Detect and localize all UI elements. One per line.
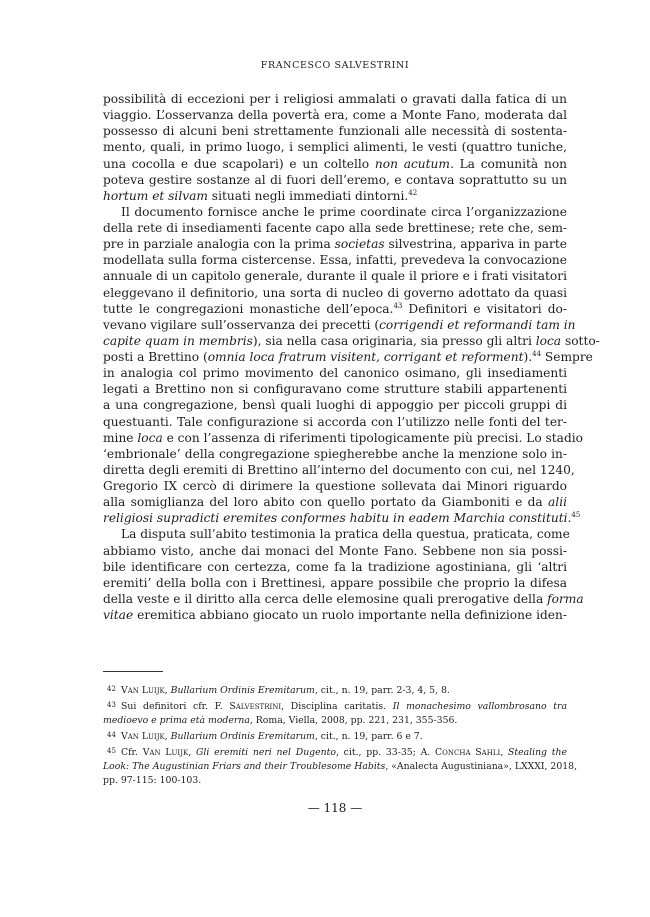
text-line: viaggio. L’osservanza della povertà era, come a Monte Fano, moderata dal bbox=[103, 108, 567, 123]
text-line: della rete di insediamenti facente capo alla sede brettinese; rete che, sem- bbox=[103, 221, 567, 235]
text-line: mento, quali, in primo luogo, i semplici alimenti, le vesti (quattro tuniche, bbox=[103, 140, 567, 155]
footnotes bbox=[103, 682, 578, 788]
footnote: 43 Sui definitori cfr. F. Salvestrini, Disciplina caritatis. Il monachesimo vallombrosano tra medioevo e prima età moderna, Roma, Viella, 2008, pp. 221, 231, 355-356. bbox=[103, 701, 567, 726]
body-text bbox=[103, 91, 600, 623]
footnote: 45 Cfr. Van Luijk, Gli eremiti neri nel Dugento, cit., pp. 33-35; A. Concha Sahli, Stealing the Look: The Augustinian Friars and their Troublesome Habits, «Analecta Augustiniana», LXXXI, 2018, pp. 97-115: 100-103. bbox=[103, 747, 578, 786]
page-number: — 118 — bbox=[307, 801, 363, 815]
text-line: La disputa sull’abito testimonia la pratica della questua, praticata, come bbox=[121, 527, 570, 542]
text-line: poteva gestire sostanze al di fuori dell’eremo, e contava soprattutto su un bbox=[103, 172, 567, 187]
text-line: modellata sulla forma cistercense. Essa, infatti, prevedeva la convocazione bbox=[103, 253, 567, 268]
text-line: eremiti’ della bolla con i Brettinesi, appare possibile che proprio la difesa bbox=[103, 575, 567, 590]
text-line: eleggevano il definitorio, una sorta di nucleo di governo adottato da quasi bbox=[103, 285, 567, 300]
text-line: alla somiglianza del loro abito con quello portato da Giamboniti e da alii bbox=[103, 495, 567, 510]
text-line: tutte le congregazioni monastiche dell’epoca.$^{43}$ Definitori e visitatori do- bbox=[103, 301, 567, 316]
text-line: posti a Brettino (omnia loca fratrum visitent, corrigant et reforment).$^{44}$ Sempre bbox=[103, 349, 593, 364]
footnote-rule bbox=[103, 671, 163, 672]
text-line: possibilità di eccezioni per i religiosi ammalati o gravati dalla fatica di un bbox=[103, 92, 567, 106]
text-line: Gregorio IX cercò di dirimere la questione sollevata dai Minori riguardo bbox=[103, 479, 567, 493]
footnote: 44 Van Luijk, Bullarium Ordinis Eremitarum, cit., n. 19, parr. 6 e 7. bbox=[107, 731, 423, 742]
footnote-ref: 42 bbox=[408, 188, 418, 197]
footnote-ref: 44 bbox=[532, 349, 542, 358]
text-line: della veste e il diritto alla cerca delle elemosine quali prerogative della forma bbox=[103, 591, 584, 606]
running-head: FRANCESCO SALVESTRINI bbox=[260, 60, 410, 71]
text-line: diretta degli eremiti di Brettino all’interno del documento con cui, nel 1240, bbox=[103, 462, 575, 477]
text-line: a una congregazione, bensì quali luoghi di appoggio per piccoli gruppi di bbox=[103, 398, 567, 413]
footnote-ref: 45 bbox=[571, 511, 581, 520]
footnote: 42 Van Luijk, Bullarium Ordinis Eremitarum, cit., n. 19, parr. 2-3, 4, 5, 8. bbox=[107, 685, 450, 696]
text-line: ‘embrionale’ della congregazione spiegherebbe anche la menzione solo in- bbox=[103, 446, 567, 461]
text-line: bile identificare con certezza, come fa la tradizione agostiniana, gli ‘altri bbox=[103, 559, 567, 574]
text-line: hortum et silvam situati negli immediati dintorni.$^{42}$ bbox=[103, 188, 418, 203]
text-line: legati a Brettino non si configuravano come strutture stabili appartenenti bbox=[103, 382, 567, 397]
text-line: vitae eremitica abbiano giocato un ruolo importante nella definizione iden- bbox=[103, 608, 567, 622]
text-line: pre in parziale analogia con la prima societas silvestrina, appariva in parte bbox=[103, 237, 567, 252]
text-line: in analogia col primo movimento del canonico osimano, gli insediamenti bbox=[103, 366, 567, 381]
footnote-ref: 43 bbox=[393, 301, 403, 310]
text-line: capite quam in membris), sia nella casa originaria, sia presso gli altri loca sotto- bbox=[103, 333, 600, 348]
text-line: religiosi supradicti eremites conformes habitu in eadem Marchia constituti.$^{45}$ bbox=[103, 511, 581, 526]
text-line: mine loca e con l’assenza di riferimenti tipologicamente più precisi. Lo stadio bbox=[103, 430, 583, 445]
text-line: questuanti. Tale configurazione si accorda con l’utilizzo nelle fonti del ter- bbox=[103, 414, 567, 429]
text-line: abbiamo visto, anche dai monaci del Monte Fano. Sebbene non sia possi- bbox=[103, 543, 567, 558]
text-line: annuale di un capitolo generale, durante il quale il priore e i frati visitatori bbox=[103, 269, 567, 284]
text-line: vevano vigilare sull’osservanza dei precetti (corrigendi et reformandi tam in bbox=[103, 317, 576, 332]
text-line: possesso di alcuni beni strettamente funzionali alle necessità di sostenta- bbox=[103, 124, 567, 139]
text-line: una cocolla e due scapolari) e un coltello non acutum. La comunità non bbox=[103, 156, 568, 171]
text-line: Il documento fornisce anche le prime coordinate circa l’organizzazione bbox=[121, 204, 567, 219]
